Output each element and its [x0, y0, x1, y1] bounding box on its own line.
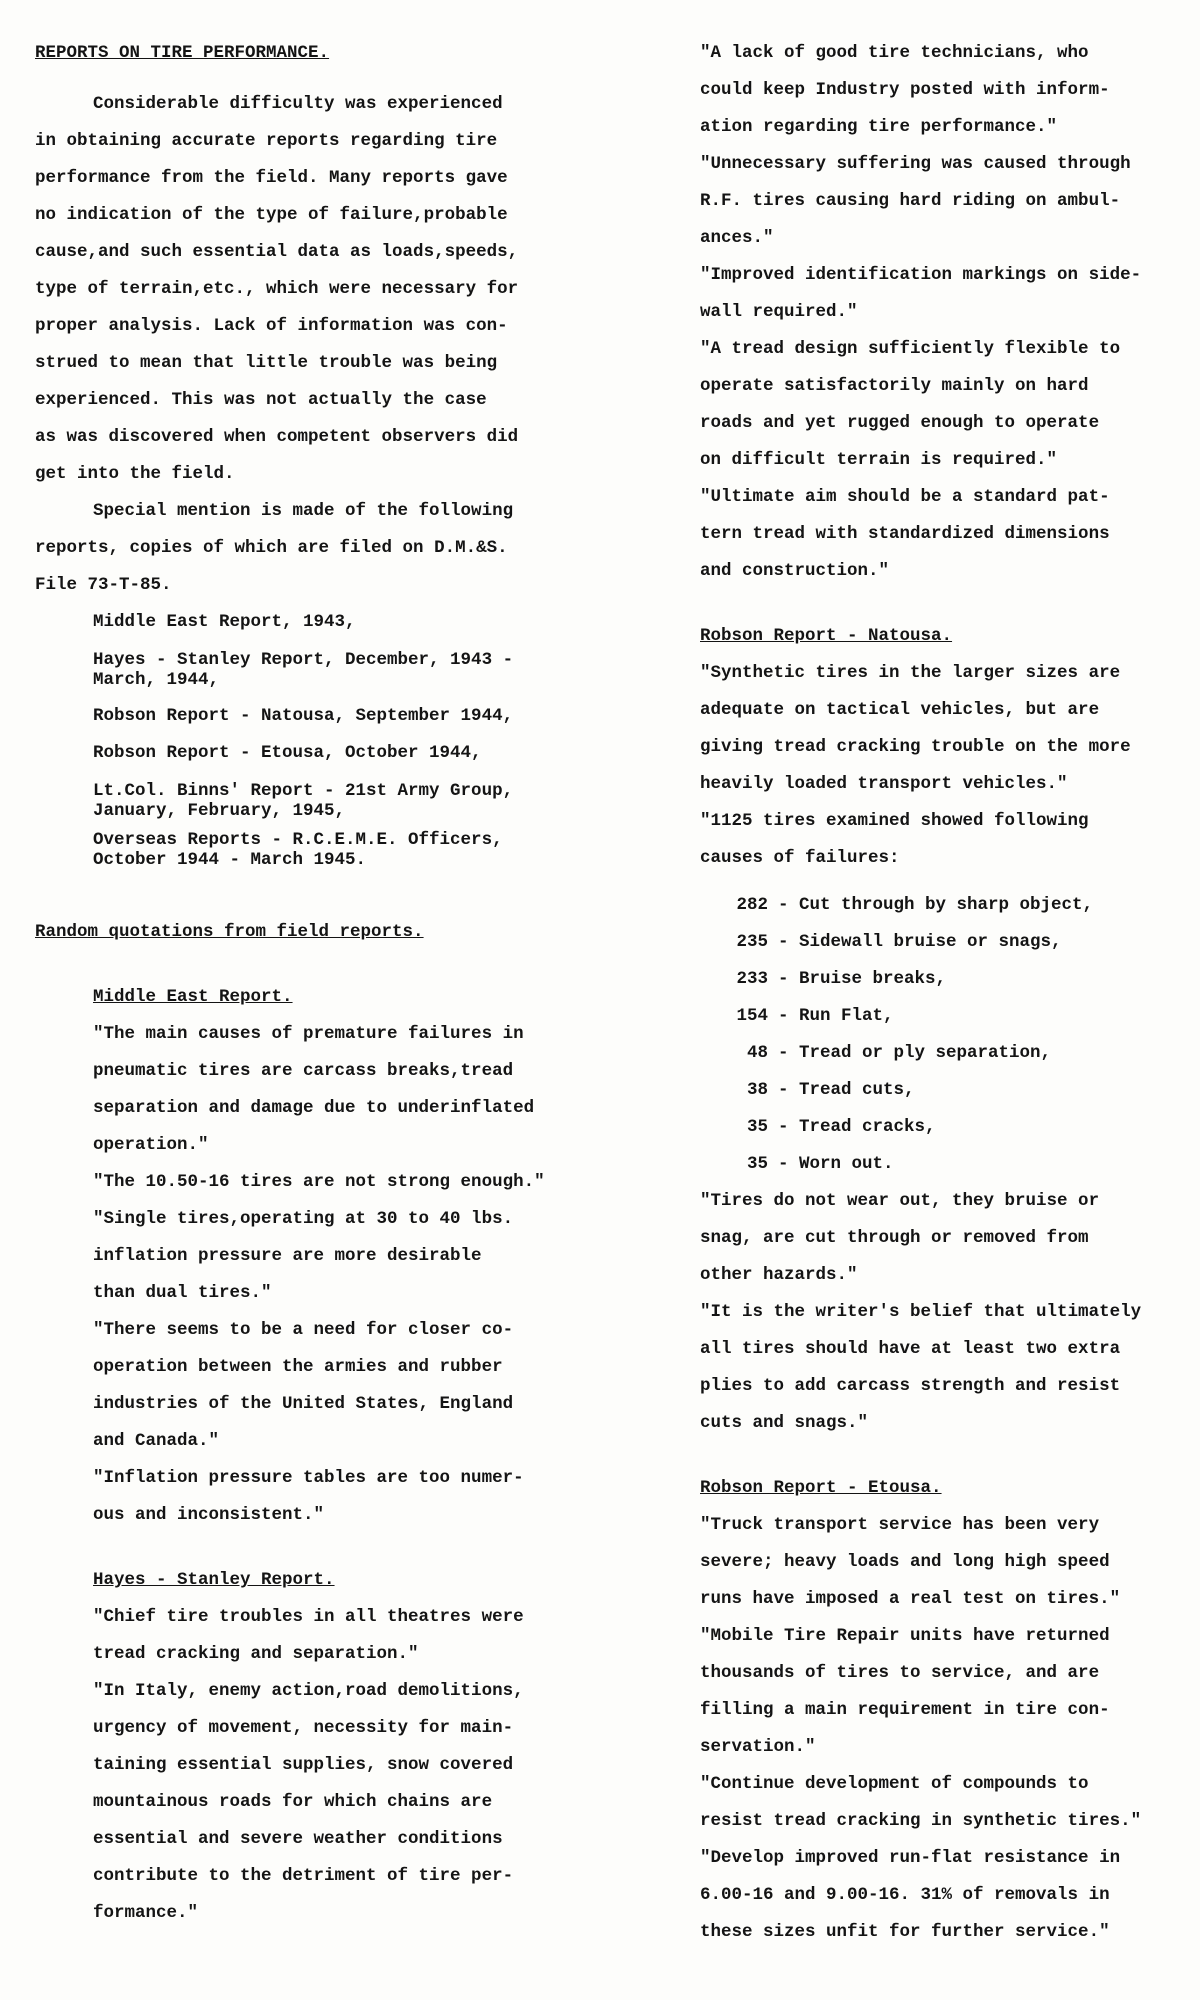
- text-line: "Unnecessary suffering was caused through: [700, 154, 1131, 174]
- failure-row: [720, 1072, 1165, 1109]
- text-line: in obtaining accurate reports regarding tire: [35, 131, 498, 151]
- text-line: ances.": [700, 228, 774, 248]
- failure-row: [720, 961, 1165, 998]
- subsection-heading: Hayes - Stanley Report.: [93, 1570, 335, 1590]
- text-line: "Ultimate aim should be a standard pat-: [700, 487, 1110, 507]
- random-quotations-heading: Random quotations from field reports.: [35, 922, 424, 942]
- text-line: causes of failures:: [700, 848, 900, 868]
- text-line: formance.": [93, 1903, 199, 1923]
- text-line: "In Italy, enemy action,road demolitions,: [93, 1681, 524, 1701]
- failure-row: [720, 1035, 1165, 1072]
- report-item: Middle East Report, 1943,: [93, 612, 356, 632]
- text-line: adequate on tactical vehicles, but are: [700, 700, 1100, 720]
- natousa-section: [700, 618, 1165, 1442]
- failure-cause: - Sidewall bruise or snags,: [778, 932, 1062, 952]
- text-line: contribute to the detriment of tire per-: [93, 1866, 514, 1886]
- failure-cause: - Run Flat,: [778, 1006, 894, 1026]
- failure-count: 48: [746, 1043, 768, 1063]
- right-column: [700, 35, 1165, 1951]
- report-item: Lt.Col. Binns' Report - 21st Army Group, January, February, 1945,: [93, 781, 514, 821]
- text-line: inflation pressure are more desirable: [93, 1246, 482, 1266]
- text-line: performance from the field. Many reports gave: [35, 168, 508, 188]
- text-line: snag, are cut through or removed from: [700, 1228, 1089, 1248]
- text-line: taining essential supplies, snow covered: [93, 1755, 514, 1775]
- hayes-stanley-continued: [700, 35, 1165, 590]
- text-line: thousands of tires to service, and are: [700, 1663, 1100, 1683]
- text-line: roads and yet rugged enough to operate: [700, 413, 1100, 433]
- subsection-heading: Robson Report - Etousa.: [700, 1478, 942, 1498]
- text-line: other hazards.": [700, 1265, 858, 1285]
- text-line: type of terrain,etc., which were necessary for: [35, 279, 519, 299]
- failure-cause: - Tread cuts,: [778, 1080, 915, 1100]
- failure-row: [720, 887, 1165, 924]
- failure-cause: - Cut through by sharp object,: [778, 895, 1094, 915]
- text-line: cuts and snags.": [700, 1413, 869, 1433]
- subsection-heading: Robson Report - Natousa.: [700, 626, 953, 646]
- text-line: severe; heavy loads and long high speed: [700, 1552, 1110, 1572]
- text-line: as was discovered when competent observers did: [35, 427, 519, 447]
- failure-count: 38: [746, 1080, 768, 1100]
- failure-count: 235: [736, 932, 768, 952]
- text-line: "Inflation pressure tables are too numer-: [93, 1468, 524, 1488]
- section-heading: REPORTS ON TIRE PERFORMANCE.: [35, 43, 330, 63]
- text-line: Special mention is made of the following: [93, 501, 514, 521]
- text-line: resist tread cracking in synthetic tires.": [700, 1811, 1142, 1831]
- text-line: "1125 tires examined showed following: [700, 811, 1089, 831]
- text-line: heavily loaded transport vehicles.": [700, 774, 1068, 794]
- text-line: experienced. This was not actually the case: [35, 390, 487, 410]
- text-line: tread cracking and separation.": [93, 1644, 419, 1664]
- text-line: operation between the armies and rubber: [93, 1357, 503, 1377]
- text-line: "It is the writer's belief that ultimately: [700, 1302, 1142, 1322]
- text-line: "Mobile Tire Repair units have returned: [700, 1626, 1110, 1646]
- failure-list: [720, 887, 1165, 1183]
- failure-row: [720, 998, 1165, 1035]
- text-line: operate satisfactorily mainly on hard: [700, 376, 1089, 396]
- text-line: runs have imposed a real test on tires.": [700, 1589, 1121, 1609]
- intro-paragraph: [35, 86, 555, 493]
- failure-cause: - Tread or ply separation,: [778, 1043, 1052, 1063]
- report-item: Robson Report - Etousa, October 1944,: [93, 743, 482, 763]
- text-line: mountainous roads for which chains are: [93, 1792, 493, 1812]
- text-line: "Tires do not wear out, they bruise or: [700, 1191, 1100, 1211]
- text-line: no indication of the type of failure,probable: [35, 205, 508, 225]
- failure-count: 35: [746, 1117, 768, 1137]
- report-item: Overseas Reports - R.C.E.M.E. Officers, October 1944 - March 1945.: [93, 830, 503, 870]
- failure-cause: - Bruise breaks,: [778, 969, 947, 989]
- hayes-stanley-section: [35, 1562, 555, 1932]
- failure-count: 282: [736, 895, 768, 915]
- text-line: get into the field.: [35, 464, 235, 484]
- left-column: [35, 35, 555, 1932]
- report-list: [93, 604, 555, 870]
- text-line: giving tread cracking trouble on the more: [700, 737, 1131, 757]
- text-line: wall required.": [700, 302, 858, 322]
- text-line: ation regarding tire performance.": [700, 117, 1058, 137]
- text-line: essential and severe weather conditions: [93, 1829, 503, 1849]
- text-line: "There seems to be a need for closer co-: [93, 1320, 514, 1340]
- text-line: Considerable difficulty was experienced: [93, 94, 503, 114]
- text-line: urgency of movement, necessity for main-: [93, 1718, 514, 1738]
- text-line: plies to add carcass strength and resist: [700, 1376, 1121, 1396]
- text-line: "Truck transport service has been very: [700, 1515, 1100, 1535]
- failure-count: 35: [746, 1154, 768, 1174]
- failure-row: [720, 1109, 1165, 1146]
- report-item: Hayes - Stanley Report, December, 1943 - March, 1944,: [93, 650, 514, 690]
- failure-row: [720, 1146, 1165, 1183]
- text-line: strued to mean that little trouble was being: [35, 353, 498, 373]
- text-line: separation and damage due to underinflated: [93, 1098, 535, 1118]
- text-line: "Improved identification markings on side-: [700, 265, 1142, 285]
- failure-cause: - Worn out.: [778, 1154, 894, 1174]
- text-line: cause,and such essential data as loads,speeds,: [35, 242, 519, 262]
- text-line: 6.00-16 and 9.00-16. 31% of removals in: [700, 1885, 1110, 1905]
- text-line: "Develop improved run-flat resistance in: [700, 1848, 1121, 1868]
- text-line: "Continue development of compounds to: [700, 1774, 1089, 1794]
- text-line: "The 10.50-16 tires are not strong enough.": [93, 1172, 545, 1192]
- text-line: reports, copies of which are filed on D.M.&S.: [35, 538, 508, 558]
- text-line: all tires should have at least two extra: [700, 1339, 1121, 1359]
- text-line: ous and inconsistent.": [93, 1505, 325, 1525]
- text-line: operation.": [93, 1135, 209, 1155]
- failure-count: 154: [736, 1006, 768, 1026]
- text-line: could keep Industry posted with inform-: [700, 80, 1110, 100]
- etousa-section: [700, 1470, 1165, 1951]
- text-line: File 73-T-85.: [35, 575, 172, 595]
- middle-east-section: [35, 979, 555, 1534]
- text-line: than dual tires.": [93, 1283, 272, 1303]
- text-line: "Synthetic tires in the larger sizes are: [700, 663, 1121, 683]
- text-line: on difficult terrain is required.": [700, 450, 1058, 470]
- failure-row: [720, 924, 1165, 961]
- failure-count: 233: [736, 969, 768, 989]
- text-line: and Canada.": [93, 1431, 220, 1451]
- text-line: industries of the United States, England: [93, 1394, 514, 1414]
- text-line: pneumatic tires are carcass breaks,tread: [93, 1061, 514, 1081]
- text-line: tern tread with standardized dimensions: [700, 524, 1110, 544]
- failure-cause: - Tread cracks,: [778, 1117, 936, 1137]
- text-line: R.F. tires causing hard riding on ambul-: [700, 191, 1121, 211]
- text-line: "The main causes of premature failures in: [93, 1024, 524, 1044]
- report-item: Robson Report - Natousa, September 1944,: [93, 706, 514, 726]
- special-mention-paragraph: [35, 493, 555, 604]
- text-line: "Chief tire troubles in all theatres were: [93, 1607, 524, 1627]
- text-line: "Single tires,operating at 30 to 40 lbs.: [93, 1209, 514, 1229]
- text-line: servation.": [700, 1737, 816, 1757]
- text-line: "A lack of good tire technicians, who: [700, 43, 1089, 63]
- text-line: these sizes unfit for further service.": [700, 1922, 1110, 1942]
- text-line: "A tread design sufficiently flexible to: [700, 339, 1121, 359]
- text-line: proper analysis. Lack of information was con-: [35, 316, 508, 336]
- text-line: and construction.": [700, 561, 890, 581]
- text-line: filling a main requirement in tire con-: [700, 1700, 1110, 1720]
- subsection-heading: Middle East Report.: [93, 987, 293, 1007]
